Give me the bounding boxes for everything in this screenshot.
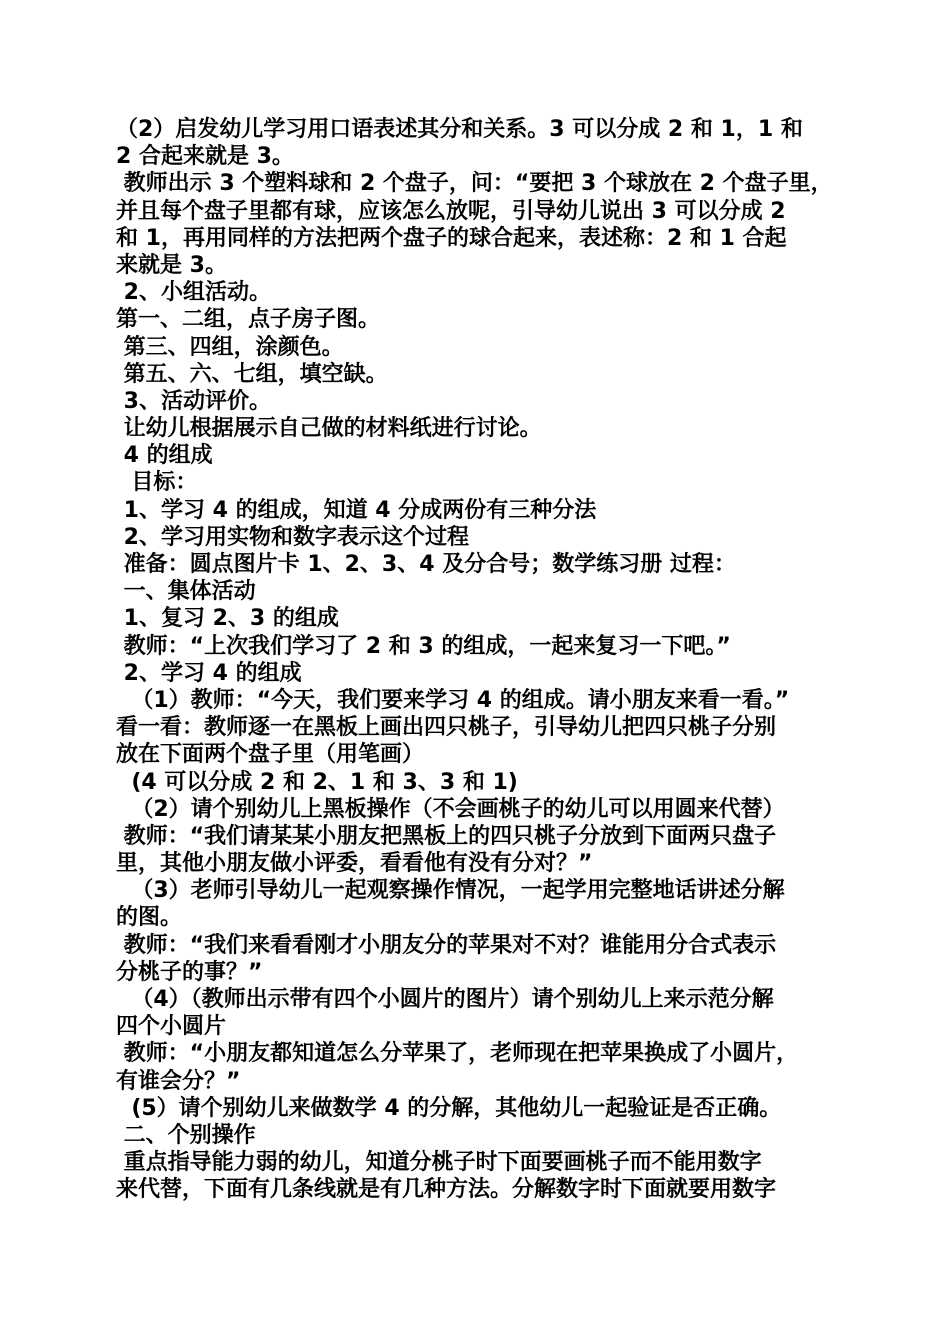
text-line: 二、个别操作 xyxy=(116,1122,256,1148)
text-line: 放在下面两个盘子里（用笔画） xyxy=(116,742,425,768)
text-line: 第五、六、七组，填空缺。 xyxy=(116,361,388,387)
text-line: 来就是 3。 xyxy=(116,252,227,278)
text-line: 教师：“我们请某某小朋友把黑板上的四只桃子分放到下面两只盘子 xyxy=(116,823,777,849)
text-line: 3、活动评价。 xyxy=(116,388,271,414)
text-line: 教师：“上次我们学习了 2 和 3 的组成，一起来复习一下吧。” xyxy=(116,633,731,659)
text-line: 准备：圆点图片卡 1、2、3、4 及分合号；数学练习册 过程： xyxy=(116,552,736,577)
text-line: 并且每个盘子里都有球，应该怎么放呢，引导幼儿说出 3 可以分成 2 xyxy=(116,198,786,224)
text-line: （2）请个别幼儿上黑板操作（不会画桃子的幼儿可以用圆来代替） xyxy=(116,796,785,822)
text-line: (4 可以分成 2 和 2、1 和 3、3 和 1) xyxy=(116,769,518,795)
text-line: 目标： xyxy=(116,470,198,496)
document-body xyxy=(116,116,838,1204)
text-line: 教师：“小朋友都知道怎么分苹果了，老师现在把苹果换成了小圆片， xyxy=(116,1041,799,1067)
text-line: （1）教师：“今天，我们要来学习 4 的组成。请小朋友来看一看。” xyxy=(116,687,790,713)
text-line: 和 1，再用同样的方法把两个盘子的球合起来，表述称：2 和 1 合起 xyxy=(116,225,787,251)
text-line: 的图。 xyxy=(116,905,183,931)
text-line: 1、复习 2、3 的组成 xyxy=(116,606,339,632)
text-line: 看一看：教师逐一在黑板上画出四只桃子，引导幼儿把四只桃子分别 xyxy=(116,715,777,741)
text-line: 来代替，下面有几条线就是有几种方法。分解数字时下面就要用数字 xyxy=(116,1177,777,1203)
text-line: 2、小组活动。 xyxy=(116,280,271,306)
text-line: 2、学习 4 的组成 xyxy=(116,660,302,686)
text-line: 2 合起来就是 3。 xyxy=(116,144,294,170)
text-line: （2）启发幼儿学习用口语表述其分和关系。3 可以分成 2 和 1，1 和 xyxy=(116,117,803,142)
text-line: （4）（教师出示带有四个小圆片的图片）请个别幼儿上来示范分解 xyxy=(116,987,774,1012)
text-line: 一、集体活动 xyxy=(116,579,256,605)
text-line: 重点指导能力弱的幼儿，知道分桃子时下面要画桃子而不能用数字 xyxy=(116,1150,762,1176)
text-line: 分桃子的事？” xyxy=(116,959,263,985)
text-line: 里，其他小朋友做小评委，看看他有没有分对？” xyxy=(116,851,593,877)
text-line: 第三、四组，涂颜色。 xyxy=(116,334,344,360)
text-line: 第一、二组，点子房子图。 xyxy=(116,307,381,333)
text-line: 有谁会分？” xyxy=(116,1068,241,1094)
text-line: 2、学习用实物和数字表示这个过程 xyxy=(116,524,469,550)
text-line: 让幼儿根据展示自己做的材料纸进行讨论。 xyxy=(116,416,542,442)
text-line: 1、学习 4 的组成，知道 4 分成两份有三种分法 xyxy=(116,497,597,523)
text-line: 教师出示 3 个塑料球和 2 个盘子，问：“要把 3 个球放在 2 个盘子里， xyxy=(116,171,833,197)
section-heading: 4 的组成 xyxy=(116,443,213,469)
text-line: 四个小圆片 xyxy=(116,1014,227,1040)
text-line: 教师：“我们来看看刚才小朋友分的苹果对不对？谁能用分合式表示 xyxy=(116,932,777,958)
text-line: (5）请个别幼儿来做数学 4 的分解，其他幼儿一起验证是否正确。 xyxy=(116,1095,782,1121)
text-line: （3）老师引导幼儿一起观察操作情况，一起学用完整地话讲述分解 xyxy=(116,878,785,904)
